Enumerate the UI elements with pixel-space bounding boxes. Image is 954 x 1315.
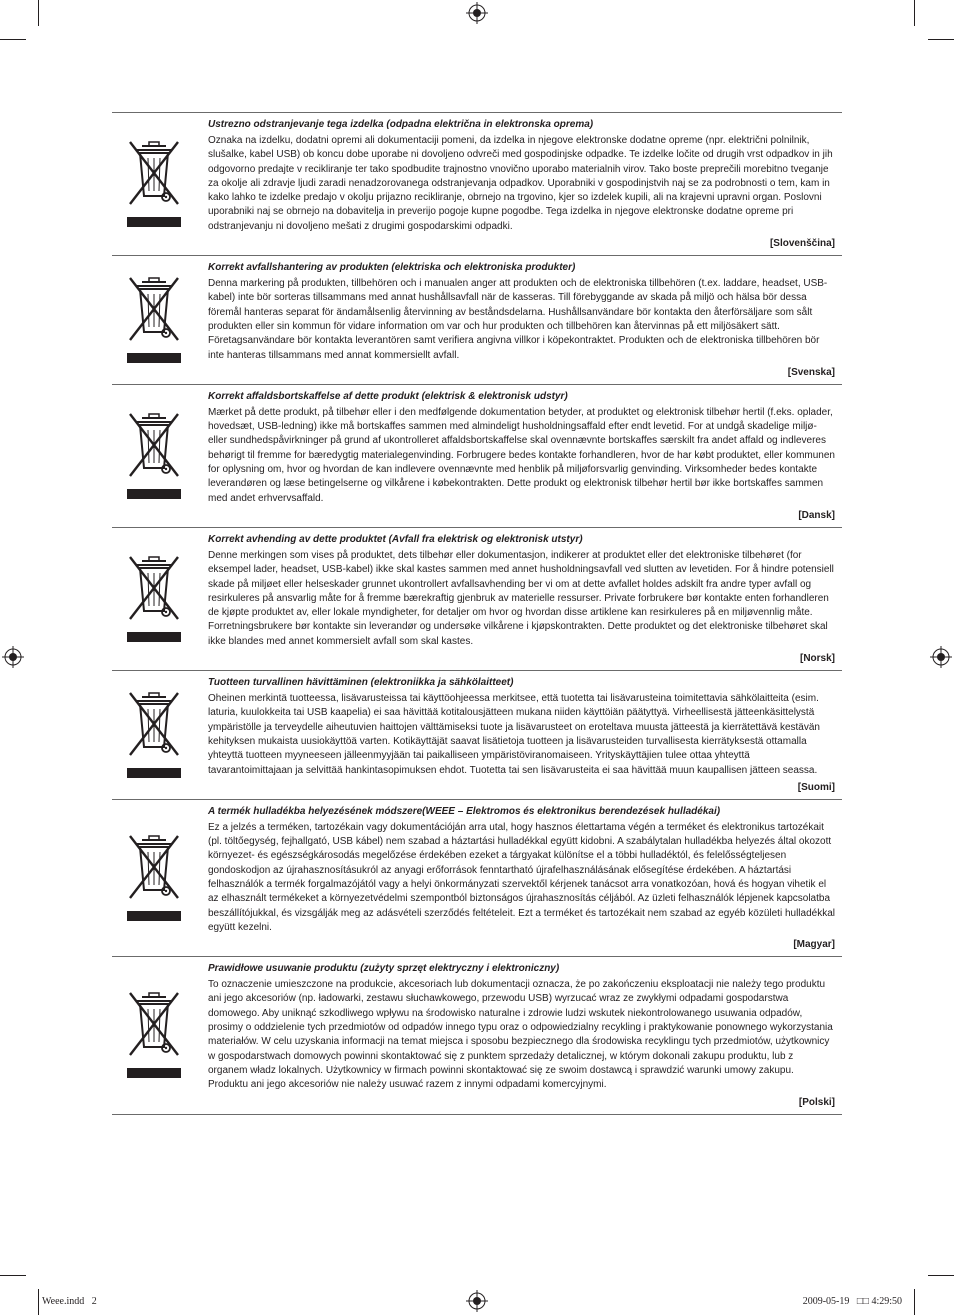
crop-mark [928,1275,954,1276]
crop-mark [928,39,954,40]
section-title: Ustrezno odstranjevanje tega izdelka (odpadna električna in elektronska oprema) [208,119,594,130]
crop-mark [914,0,915,26]
crossed-out-wheeled-bin-icon [126,274,182,366]
language-label: [Dansk] [798,509,835,521]
crop-mark [38,0,39,26]
registration-mark-icon [466,1290,488,1312]
weee-section-magyar [112,799,842,956]
section-title: Prawidłowe usuwanie produktu (zużyty sprzęt elektryczny i elektroniczny) [208,963,560,975]
section-title: Tuotteen turvallinen hävittäminen (elektroniikka ja sähkölaitteet) [208,677,514,689]
crop-mark [0,1275,26,1276]
weee-section-norsk [112,527,842,670]
crossed-out-wheeled-bin-icon [126,553,182,645]
weee-section-suomi [112,670,842,799]
footer-file-label: Weee.indd 2 [42,1296,97,1307]
section-title: Korrekt avhending av dette produktet (Avfall fra elektrisk og elektronisk utstyr) [208,533,583,545]
weee-section-dansk [112,384,842,527]
language-label: [Norsk] [799,653,835,665]
crossed-out-wheeled-bin-icon [126,138,182,230]
section-title: Korrekt avfallshantering av produkten (elektriska och elektroniska produkter) [208,262,576,274]
registration-mark-icon [2,646,24,668]
footer-timestamp: 2009-05-19 □□ 4:29:50 [802,1296,902,1307]
language-label: [Slovenščina] [769,238,835,250]
weee-section-slovenscina [112,112,842,255]
crossed-out-wheeled-bin-icon [126,410,182,502]
weee-section-svenska [112,255,842,384]
crossed-out-wheeled-bin-icon [126,832,182,924]
crop-mark [914,1289,915,1315]
registration-mark-icon [466,2,488,24]
language-label: [Magyar] [793,939,835,951]
crossed-out-wheeled-bin-icon [126,989,182,1081]
crossed-out-wheeled-bin-icon [126,689,182,781]
crop-mark [0,39,26,40]
section-body: Denna markering på produkten, tillbehören och i manualen anger att produkten och de elektroniska tillbehören (t.ex. laddare, headset, USB-kabel) inte bör sorteras tillsammans med annat hushållsavfall när de kasseras. Till förebyggande av skada på miljö och hälsa bör dessa föremål hanteras separat för ändamålsenlig återvinning av beståndsdelarna. Hushållsanvändare bör kontakta den återförsäljare som sålt produkten eller sin kommun för vidare information om var och hur produkten och tillbehören kan återvinnas på ett miljösäkert sätt. Företagsanvändare bör kontakta leverantören samt verifiera angivna villkor i köpekontraktet. Produkten och de elektroniska tillbehören bör inte hanteras tillsammans med annat kommersiellt avfall. [208,278,828,361]
section-title: Korrekt affaldsbortskaffelse af dette produkt (elektrisk & elektronisk udstyr) [208,390,568,402]
section-body: To oznaczenie umieszczone na produkcie, akcesoriach lub dokumentacji oznacza, że po zakończeniu eksploatacji nie należy tego produktu ani jego akcesoriów (np. ładowarki, zestawu słuchawkowego, przewodu USB) wyrzucać wraz ze zwykłymi odpadami gospodarstwa domowego. Aby uniknąć szkodliwego wpływu na środowisko naturalne i zdrowie ludzi wskutek niekontrolowanego usuwania odpadów, prosimy o oddzielenie tych przedmiotów od odpadów innego typu oraz o odpowiedzialny recykling i praktykowanie ponownego wykorzystania materiałów. W celu uzyskania informacji na temat miejsca i sposobu bezpiecznego dla środowiska recyklingu tych przedmiotów, użytkownicy w gospodarstwach domowych powinni skontaktować się z punktem sprzedaży detalicznej, w którym dokonali zakupu produktu, lub z organem władz lokalnych. Użytkownicy w firmach powinni skontaktować się ze swoim dostawcą i sprawdzić warunki umowy zakupu. Produktu ani jego akcesoriów nie należy usuwać razem z innymi odpadami komercyjnymi. [208,979,833,1091]
section-body: Ez a jelzés a terméken, tartozékain vagy dokumentációján arra utal, hogy hasznos élettartama végén a terméket és elektronikus tartozékait (pl. töltőegység, fejhallgató, USB kábel) nem szabad a háztartási hulladékkal együtt kidobni. A szabálytalan hulladékba helyezés által okozott környezet- és egészségkárosodás megelőzése érdekében ezeket a tárgyakat különítse el a többi hulladéktól, és felelősségteljesen gondoskodjon az újrahasznosításukról az anyagi erőforrások fenntartható újrafelhasználásának elősegítése érdekében. A háztartási felhasználók a termék forgalmazójától vagy a helyi önkormányzati szervektől kérjenek tanácsot arra vonatkozóan, hová és hogyan vihetik el az elhasznált termékeket a környezetvédelmi szempontból biztonságos újrahasznosítás céljából. Az üzleti felhasználók lépjenek kapcsolatba beszállítójukkal, és vizsgálják meg az adásvételi szerződés feltételeit. Ezt a terméket és tartozékait nem szabad az egyéb közületi hulladékkal együtt kezelni. [208,821,835,933]
registration-mark-icon [930,646,952,668]
language-label: [Polski] [798,1096,835,1108]
section-body: Oznaka na izdelku, dodatni opremi ali dokumentaciji pomeni, da izdelka in njegove elektronske dodatne opreme (npr. električni polnilnik, slušalke, kabel USB) ob koncu dobe uporabe ni dovoljeno odvreči med gospodinjske odpadke. Te izdelke ločite od drugih vrst odpadkov in jih odgovorno predajte v recikliranje ter tako spodbudite trajnostno vnovično uporabo materialnih virov. Tako boste preprečili morebitno tveganje za okolje ali zdravje ljudi zaradi nenadzorovanega odstranjevanja odpadkov. Uporabniki v gospodinjstvih naj se za podrobnosti o tem, kam in kako lahko te izdelke predajo v okolju prijazno recikliranje, obrnejo na trgovino, kjer so izdelek kupili, ali na krajevni upravni organ. Poslovni uporabniki naj se obrnejo na dobavitelja in preverijo pogoje kupne pogodbe. Tega izdelka in njegove elektronske dodatne opreme pri odstranjevanju ni dovoljeno mešati z drugimi gospodarskimi odpadki. [208,135,833,232]
language-label: [Suomi] [797,781,835,793]
section-body: Mærket på dette produkt, på tilbehør eller i den medfølgende dokumentation betyder, at produktet og elektronisk tilbehør hertil (f.eks. oplader, hovedsæt, USB-ledning) ikke må bortskaffes sammen med almindeligt husholdningsaffald efter endt levetid. For at undgå skadelige miljø- eller sundhedspåvirkninger på grund af ukontrolleret affaldsbortskaffelse skal ovennævnte bortskaffes særskilt fra andet affald og indleveres behørigt til fremme for bæredygtig materialegenvinding. Forbrugere bedes kontakte forhandleren, hvor de har købt produktet, eller kommunen for oplysning om, hvor og hvordan de kan indlevere ovennævnte med henblik på miljøforsvarlig genvinding. Virksomheder bedes kontakte leverandøren og læse betingelserne og vilkårene i købekontrakten. Dette produkt og elektronisk tilbehør hertil bør ikke bortskaffes sammen med andet erhvervsaffald. [208,406,835,504]
section-title: A termék hulladékba helyezésének módszere(WEEE – Elektromos és elektronikus berendezések hulladékai) [208,805,721,817]
crop-mark [38,1289,39,1315]
section-body: Denne merkingen som vises på produktet, dets tilbehør eller dokumentasjon, indikerer at produktet eller det elektroniske tilbehøret (for eksempel lader, headset, USB-kabel) ikke skal kastes sammen med annet husholdningsavfall ved slutten av levetiden. For å hindre potensiell skade på miljøet eller helseskader grunnet ukontrollert avfallsavhending ber vi om at dette avfallet holdes adskilt fra andre typer avfall og resirkuleres på ansvarlig måte for å fremme bærekraftig gjenbruk av materielle ressurser. Private forbrukere bør kontakte enten forhandleren de kjøpte produktet av, eller lokale myndigheter, for detaljer om hvor og hvordan disse artiklene kan resirkuleres på en miljøvennlig måte. Forretningsbrukere bør kontakte sin leverandør og undersøke vilkårene i kjøpskontrakten. Dette produktet og det elektroniske tilbehøret skal ikke blandes med annet kommersielt avfall som skal kastes. [208,549,834,647]
weee-section-polski [112,956,842,1114]
weee-notice-list [112,112,842,1115]
language-label: [Svenska] [787,366,835,378]
section-body: Oheinen merkintä tuotteessa, lisävarusteissa tai käyttöohjeessa merkitsee, että tuotetta tai lisävarusteina toimitettavia sähkölaitteita (esim. laturia, kuulokkeita tai USB kaapelia) ei saa hävittää kotitalousjätteen mukana niiden käyttöiän päätyttyä. Virheellisestä jätteenkäsittelystä ympäristölle ja terveydelle aiheutuvien haittojen välttämiseksi tuote ja lisävarusteet on eroteltava muusta jätteestä ja kierrätettävä kestävän kehityksen mukaista uusiokäyttöä varten. Kotikäyttäjät saavat lisätietoja tuotteen ja lisävarusteiden turvallisesta kierrätyksestä ottamalla yhteyttä tuotteen myyneeseen jälleenmyyjään tai paikalliseen ympäristöviranomaiseen. Yrityskäyttäjien tulee ottaa yhteyttä tavarantoimittajaan ja selvittää hankintasopimuksen ehdot. Tuotetta tai sen lisävarusteita ei saa hävittää muun kaupallisen jätteen seassa. [208,693,820,776]
